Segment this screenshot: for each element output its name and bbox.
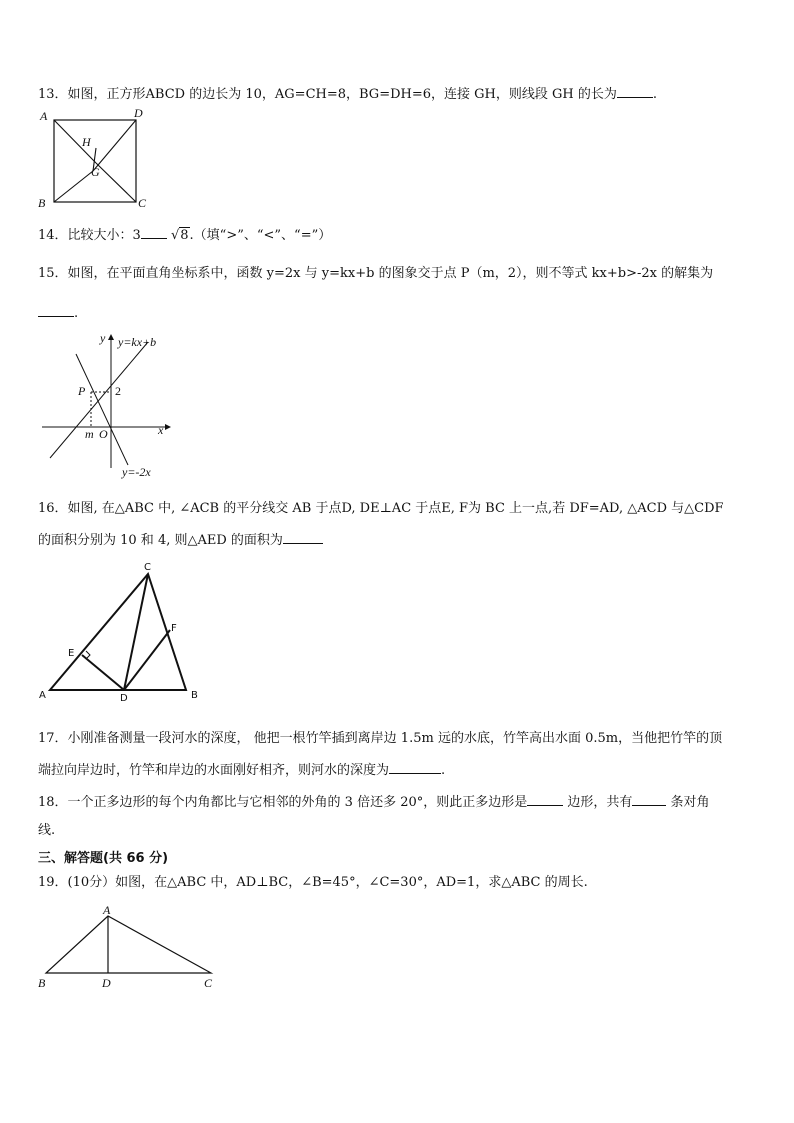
q17-answer-blank[interactable] [389, 761, 441, 774]
q16-label-a: A [39, 690, 46, 701]
q19-label-c: C [204, 976, 213, 990]
q18-pre: 18．一个正多边形的每个内角都比与它相邻的外角的 3 倍还多 20°，则此正多边形是 [38, 795, 528, 810]
q15-label-two: 2 [115, 384, 121, 398]
q14-post: .（填“>”、“<”、“=”） [189, 228, 332, 243]
q16-line2-wrap [38, 531, 323, 549]
q13-label-a: A [40, 109, 48, 123]
q15-figure [38, 330, 178, 480]
q13-answer-blank[interactable] [617, 85, 653, 98]
q17-tail: . [441, 763, 446, 778]
q15-answer-blank[interactable] [38, 304, 74, 317]
q15-tail: . [74, 306, 79, 321]
q16-label-c: C [144, 562, 151, 573]
q19-figure [36, 902, 226, 992]
q14-answer-blank[interactable] [141, 226, 167, 239]
q16-label-f: F [171, 623, 177, 634]
q13-tail: . [652, 87, 657, 102]
q19-text: 19．(10分）如图，在△ABC 中，AD⊥BC，∠B=45°，∠C=30°，AD=1，求△ABC 的周长. [38, 875, 588, 890]
q18-line2: 线. [38, 823, 56, 838]
q16-label-e: E [68, 648, 75, 659]
q19-label-d: D [102, 976, 111, 990]
q18-answer-blank-2[interactable] [632, 793, 666, 806]
q17-line2-wrap [38, 761, 445, 779]
q18-line1 [38, 793, 710, 811]
q13-label-h: H [82, 135, 91, 149]
q16-figure [36, 560, 216, 704]
q19-label-a: A [103, 903, 111, 917]
q15-label-line2: y=-2x [122, 465, 151, 479]
q16-answer-blank[interactable] [283, 531, 323, 544]
q13-label-d: D [134, 106, 143, 120]
q16-line1: 16．如图, 在△ABC 中, ∠ACB 的平分线交 AB 于点D, DE⊥AC 于点E, F为 BC 上一点,若 DF=AD, △ACD 与△CDF [38, 501, 724, 516]
q16-label-b: B [191, 690, 198, 701]
q17-line1: 17．小刚准备测量一段河水的深度， 他把一根竹竿插到离岸边 1.5m 远的水底，竹竿高出水面 0.5m，当他把竹竿的顶 [38, 731, 723, 746]
section-title: 三、解答题(共 66 分) [38, 851, 169, 866]
q14-text [38, 226, 331, 244]
q15-text [38, 266, 713, 282]
q13-label-b: B [38, 196, 46, 210]
q18-mid: 边形，共有 [563, 795, 633, 810]
q14-radicand: 8 [180, 228, 189, 243]
q13-label-g: G [91, 165, 100, 179]
q15-label-line1: y=kx+b [118, 335, 157, 349]
q15-label-m: m [85, 427, 94, 441]
q15-label-o: O [99, 427, 108, 441]
q18-post: 条对角 [666, 795, 710, 810]
q19-label-b: B [38, 976, 46, 990]
q16-label-d: D [120, 693, 128, 704]
q15-label-y-axis: y [100, 331, 106, 345]
q17-line2: 端拉向岸边时，竹竿和岸边的水面刚好相齐，则河水的深度为 [38, 763, 390, 778]
q15-answer-line [38, 304, 78, 322]
q15-label-p: P [78, 384, 86, 398]
q13-stem: 13．如图，正方形ABCD 的边长为 10，AG=CH=8，BG=DH=6，连接 GH，则线段 GH 的长为 [38, 87, 617, 102]
q15-stem: 15．如图，在平面直角坐标系中，函数 y=2x 与 y=kx+b 的图象交于点 P（m，2），则不等式 kx+b>-2x 的解集为 [38, 266, 714, 281]
q16-line2: 的面积分别为 10 和 4, 则△AED 的面积为 [38, 533, 283, 548]
q15-label-x-axis: x [158, 423, 164, 437]
q13-text [38, 85, 657, 103]
q18-answer-blank-1[interactable] [527, 793, 563, 806]
q14-pre: 14．比较大小：3 [38, 228, 141, 243]
q13-figure [36, 108, 166, 208]
sqrt-symbol: √ [170, 228, 180, 243]
q13-label-c: C [138, 196, 147, 210]
